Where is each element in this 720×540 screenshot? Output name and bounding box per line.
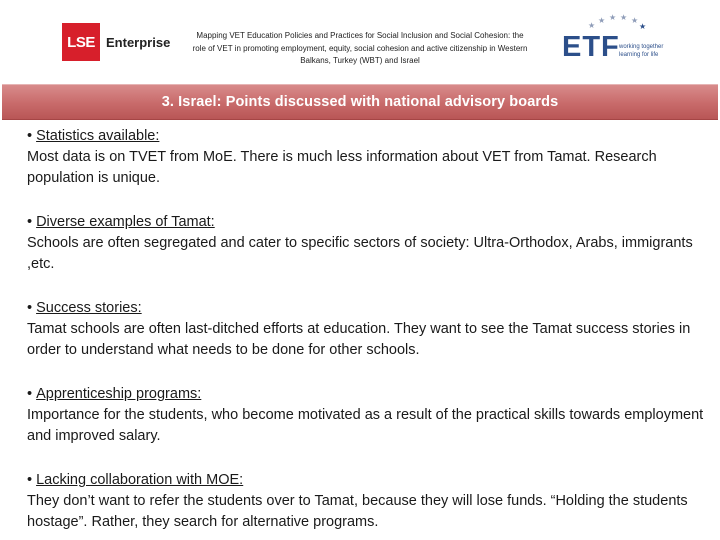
section-banner <box>2 84 718 120</box>
banner-title: 3. Israel: Points discussed with national advisory boards <box>161 94 559 110</box>
svg-text:★: ★ <box>609 14 617 22</box>
point-heading: Apprenticeship programs: <box>36 386 202 402</box>
point-heading: Diverse examples of Tamat: <box>36 214 215 230</box>
point-lacking-collaboration <box>27 470 707 533</box>
etf-tagline-line-1: working together <box>619 44 664 50</box>
point-diverse-examples <box>27 212 707 275</box>
svg-text:★: ★ <box>598 16 606 25</box>
point-body: Most data is on TVET from MoE. There is much less information about VET from Tamat. Research population is unique. <box>27 149 657 186</box>
point-statistics <box>27 126 707 189</box>
lse-enterprise-wordmark: Enterprise <box>106 34 171 50</box>
etf-tagline-line-2: learning for life <box>619 52 659 58</box>
lse-logo-box: LSE <box>62 23 100 61</box>
header-title: Mapping VET Education Policies and Practices for Social Inclusion and Social Cohesion: the role of VET in promoting employment, equity, social cohesion and active citizenship in Western Balkans, Turkey (WBT) and Israel <box>192 31 528 65</box>
point-heading: Statistics available: <box>36 128 160 144</box>
eu-stars-icon <box>584 14 654 30</box>
point-body: Importance for the students, who become motivated as a result of the practical skills towards employment and improved salary. <box>27 407 704 444</box>
lse-enterprise-logo <box>62 23 170 61</box>
bullet-icon: • <box>27 386 33 402</box>
etf-wordmark: ETF <box>562 31 620 63</box>
point-heading: Lacking collaboration with MOE: <box>36 472 244 488</box>
svg-text:★: ★ <box>631 16 639 25</box>
bullet-icon: • <box>27 472 33 488</box>
etf-tagline <box>619 43 663 59</box>
point-heading: Success stories: <box>36 300 142 316</box>
slide-header <box>0 0 720 82</box>
svg-text:★: ★ <box>639 22 647 30</box>
point-apprenticeship <box>27 384 707 447</box>
bullet-icon: • <box>27 214 33 230</box>
point-body: They don’t want to refer the students over to Tamat, because they will lose funds. “Holding the students hostage”. Rather, they search for alternative programs. <box>27 493 688 530</box>
svg-text:★: ★ <box>620 14 628 22</box>
slide-content <box>27 126 707 533</box>
point-body: Tamat schools are often last-ditched efforts at education. They want to see the Tamat success stories in order to understand what needs to be done for other schools. <box>27 321 691 358</box>
svg-text:★: ★ <box>588 21 596 30</box>
point-success-stories <box>27 298 707 361</box>
bullet-icon: • <box>27 128 33 144</box>
bullet-icon: • <box>27 300 33 316</box>
etf-logo <box>562 14 672 64</box>
point-body: Schools are often segregated and cater to specific sectors of society: Ultra-Orthodox, Arabs, immigrants ,etc. <box>27 235 693 272</box>
